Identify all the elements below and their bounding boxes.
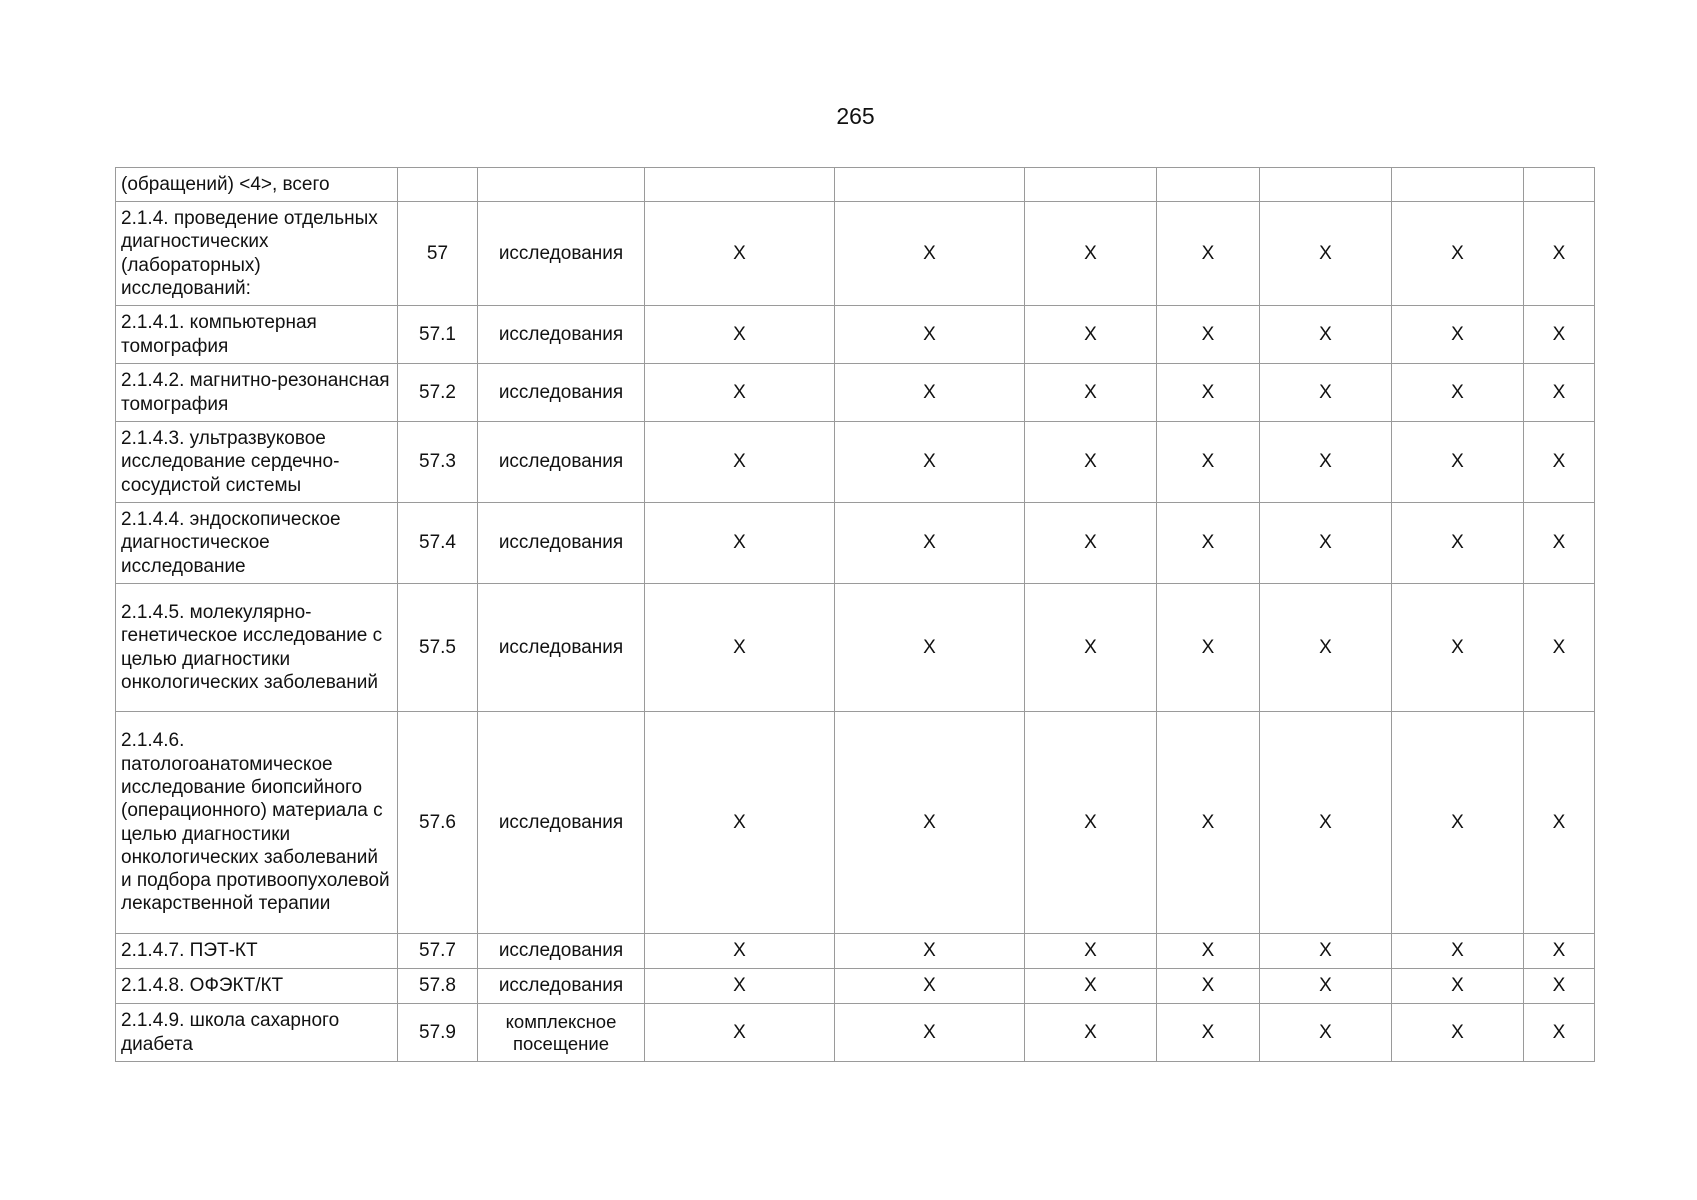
row-unit-cell: комплексное посещение <box>478 1004 645 1062</box>
value-cell: X <box>1392 503 1524 584</box>
row-name-cell: 2.1.4.6. патологоанатомическое исследование биопсийного (операционного) материала с целью диагностики онкологических заболеваний и подбора противоопухолевой лекарственной терапии <box>116 712 398 934</box>
value-cell: X <box>1157 422 1260 503</box>
table-row <box>116 168 1595 202</box>
value-cell <box>1025 168 1157 202</box>
value-cell: X <box>1025 934 1157 969</box>
data-table <box>115 167 1595 1062</box>
row-unit-cell <box>478 168 645 202</box>
row-code-cell: 57.7 <box>398 934 478 969</box>
value-cell: X <box>835 364 1025 422</box>
table-row <box>116 584 1595 712</box>
value-cell <box>645 168 835 202</box>
value-cell: X <box>1157 202 1260 306</box>
value-cell: X <box>1392 969 1524 1004</box>
row-unit-cell: исследования <box>478 202 645 306</box>
row-unit-cell: исследования <box>478 364 645 422</box>
value-cell: X <box>1260 584 1392 712</box>
value-cell: X <box>645 364 835 422</box>
row-code-cell: 57.3 <box>398 422 478 503</box>
value-cell: X <box>645 1004 835 1062</box>
value-cell: X <box>1524 1004 1595 1062</box>
value-cell: X <box>1524 202 1595 306</box>
table-row <box>116 1004 1595 1062</box>
row-unit-cell: исследования <box>478 584 645 712</box>
row-code-cell <box>398 168 478 202</box>
table-row <box>116 422 1595 503</box>
value-cell: X <box>835 202 1025 306</box>
value-cell: X <box>1025 584 1157 712</box>
value-cell: X <box>1260 934 1392 969</box>
row-code-cell: 57.5 <box>398 584 478 712</box>
value-cell: X <box>1392 202 1524 306</box>
row-name-cell: 2.1.4.4. эндоскопическое диагностическое исследование <box>116 503 398 584</box>
value-cell: X <box>835 969 1025 1004</box>
row-code-cell: 57.2 <box>398 364 478 422</box>
row-name-cell: 2.1.4.3. ультразвуковое исследование сердечно-сосудистой системы <box>116 422 398 503</box>
row-unit-cell: исследования <box>478 306 645 364</box>
value-cell: X <box>1025 202 1157 306</box>
value-cell: X <box>1392 712 1524 934</box>
value-cell: X <box>1260 364 1392 422</box>
table-row <box>116 712 1595 934</box>
value-cell: X <box>645 712 835 934</box>
value-cell <box>1524 168 1595 202</box>
table-row <box>116 202 1595 306</box>
value-cell: X <box>1157 306 1260 364</box>
value-cell: X <box>1025 306 1157 364</box>
value-cell <box>835 168 1025 202</box>
value-cell: X <box>1392 364 1524 422</box>
row-name-cell: 2.1.4.7. ПЭТ-КТ <box>116 934 398 969</box>
value-cell: X <box>835 422 1025 503</box>
value-cell: X <box>1157 1004 1260 1062</box>
value-cell: X <box>1392 1004 1524 1062</box>
value-cell: X <box>1524 422 1595 503</box>
value-cell: X <box>1260 202 1392 306</box>
value-cell: X <box>1025 503 1157 584</box>
row-code-cell: 57.1 <box>398 306 478 364</box>
value-cell: X <box>835 934 1025 969</box>
value-cell: X <box>1157 969 1260 1004</box>
value-cell: X <box>1524 503 1595 584</box>
row-name-cell: 2.1.4. проведение отдельных диагностических (лабораторных) исследований: <box>116 202 398 306</box>
row-name-cell: 2.1.4.8. ОФЭКТ/КТ <box>116 969 398 1004</box>
value-cell <box>1157 168 1260 202</box>
value-cell <box>1392 168 1524 202</box>
value-cell: X <box>1025 969 1157 1004</box>
row-unit-cell: исследования <box>478 969 645 1004</box>
value-cell <box>1260 168 1392 202</box>
value-cell: X <box>1157 934 1260 969</box>
value-cell: X <box>645 306 835 364</box>
value-cell: X <box>835 503 1025 584</box>
value-cell: X <box>835 306 1025 364</box>
value-cell: X <box>645 202 835 306</box>
table-row <box>116 969 1595 1004</box>
row-name-cell: (обращений) <4>, всего <box>116 168 398 202</box>
value-cell: X <box>1524 584 1595 712</box>
value-cell: X <box>1524 934 1595 969</box>
value-cell: X <box>645 934 835 969</box>
value-cell: X <box>1260 422 1392 503</box>
table-row <box>116 364 1595 422</box>
value-cell: X <box>645 969 835 1004</box>
row-name-cell: 2.1.4.1. компьютерная томография <box>116 306 398 364</box>
row-unit-cell: исследования <box>478 503 645 584</box>
row-code-cell: 57.4 <box>398 503 478 584</box>
table-row <box>116 306 1595 364</box>
value-cell: X <box>1260 969 1392 1004</box>
value-cell: X <box>1025 422 1157 503</box>
value-cell: X <box>1260 306 1392 364</box>
value-cell: X <box>835 584 1025 712</box>
value-cell: X <box>1157 503 1260 584</box>
value-cell: X <box>1524 364 1595 422</box>
table-row <box>116 503 1595 584</box>
row-name-cell: 2.1.4.9. школа сахарного диабета <box>116 1004 398 1062</box>
value-cell: X <box>1260 712 1392 934</box>
table-row <box>116 934 1595 969</box>
page-number: 265 <box>836 103 875 129</box>
value-cell: X <box>1157 584 1260 712</box>
value-cell: X <box>1392 584 1524 712</box>
value-cell: X <box>645 503 835 584</box>
value-cell: X <box>1025 1004 1157 1062</box>
value-cell: X <box>645 422 835 503</box>
row-code-cell: 57.9 <box>398 1004 478 1062</box>
row-name-cell: 2.1.4.5. молекулярно-генетическое исследование с целью диагностики онкологических заболеваний <box>116 584 398 712</box>
value-cell: X <box>1524 969 1595 1004</box>
row-unit-cell: исследования <box>478 934 645 969</box>
value-cell: X <box>1157 712 1260 934</box>
row-code-cell: 57 <box>398 202 478 306</box>
value-cell: X <box>645 584 835 712</box>
table-body <box>116 168 1595 1062</box>
value-cell: X <box>835 712 1025 934</box>
row-code-cell: 57.6 <box>398 712 478 934</box>
value-cell: X <box>1260 1004 1392 1062</box>
row-name-cell: 2.1.4.2. магнитно-резонансная томография <box>116 364 398 422</box>
value-cell: X <box>1392 934 1524 969</box>
row-unit-cell: исследования <box>478 712 645 934</box>
value-cell: X <box>1025 712 1157 934</box>
value-cell: X <box>1524 306 1595 364</box>
value-cell: X <box>1260 503 1392 584</box>
value-cell: X <box>1524 712 1595 934</box>
value-cell: X <box>835 1004 1025 1062</box>
value-cell: X <box>1157 364 1260 422</box>
value-cell: X <box>1392 306 1524 364</box>
value-cell: X <box>1392 422 1524 503</box>
row-unit-cell: исследования <box>478 422 645 503</box>
row-code-cell: 57.8 <box>398 969 478 1004</box>
value-cell: X <box>1025 364 1157 422</box>
